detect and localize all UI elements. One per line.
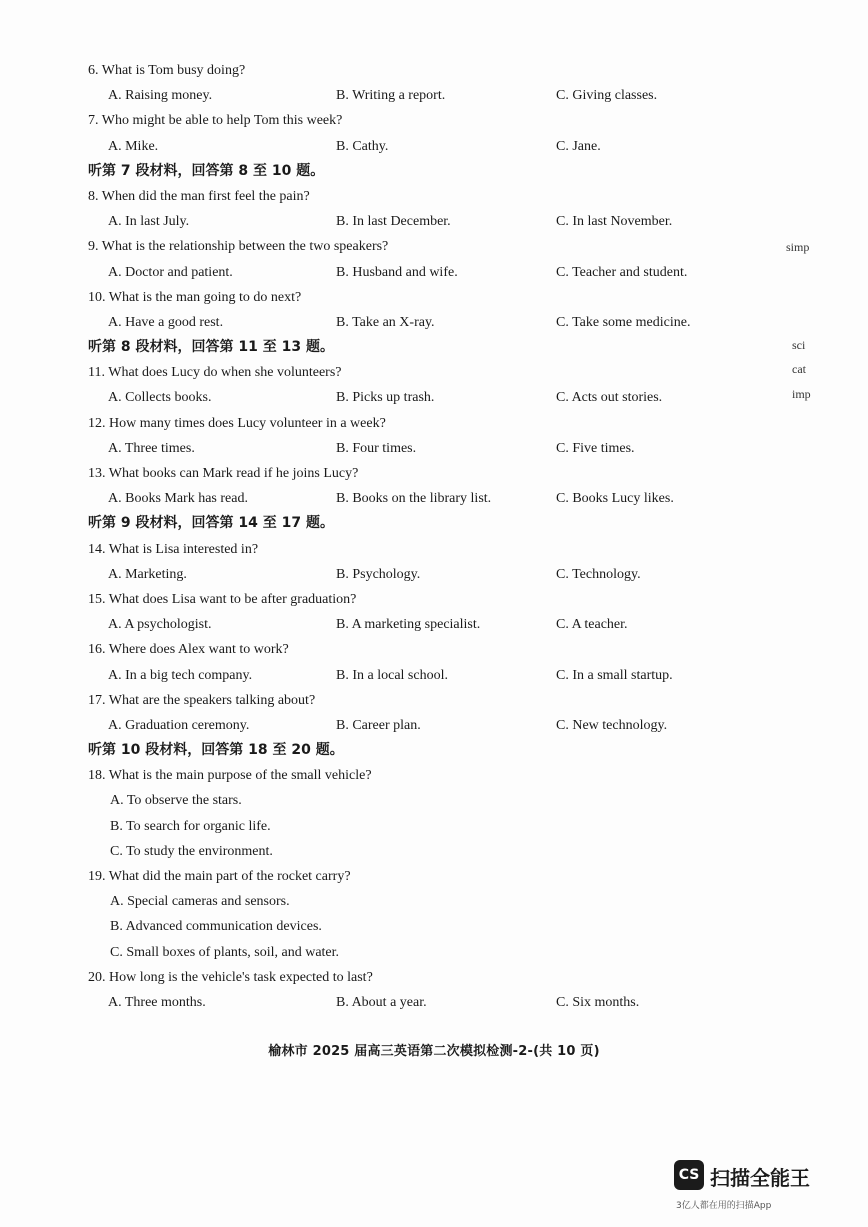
option-a: A. Books Mark has read. [108,491,248,507]
options-12 [88,436,728,461]
option-b: B. Books on the library list. [336,491,492,507]
question-17 [88,688,728,713]
option-18-b-row [88,814,728,839]
option-c: C. Giving classes. [556,88,658,104]
logo-name: 扫描全能王 [710,1166,810,1190]
option-a: A. To observe the stars. [110,793,242,809]
question-12 [88,411,728,436]
question-text: 17. What are the speakers talking about? [88,692,316,708]
option-a: A. Special cameras and sensors. [110,894,290,910]
option-a: A. Doctor and patient. [108,264,233,280]
options-14 [88,562,728,587]
question-text: 19. What did the main part of the rocket carry? [88,869,351,884]
question-text: 9. What is the relationship between the two speakers? [88,239,389,255]
option-c: C. Five times. [556,440,635,456]
question-text: 8. When did the man first feel the pain? [88,188,310,204]
margin-fragment: sci [792,338,806,352]
question-11 [88,360,728,385]
question-text: 6. What is Tom busy doing? [88,63,246,78]
question-text: 11. What does Lucy do when she volunteers? [88,365,342,381]
option-a: A. Three times. [108,440,195,456]
option-19-c-row [88,940,728,965]
option-b: B. Picks up trash. [336,390,435,406]
question-text: 14. What is Lisa interested in? [88,541,259,557]
scanner-watermark [674,1160,824,1220]
question-7 [88,108,728,133]
margin-fragment: imp [792,387,811,401]
options-8 [88,209,728,234]
question-19 [88,864,728,889]
option-b: B. Writing a report. [336,88,446,104]
option-c: C. Books Lucy likes. [556,491,674,507]
section-heading-9 [88,511,728,536]
option-a: A. Raising money. [108,88,213,104]
option-19-a-row [88,889,728,914]
options-11 [88,385,728,410]
option-c: C. In a small startup. [556,667,673,683]
question-13 [88,461,728,486]
question-text: 18. What is the main purpose of the small vehicle? [88,768,372,784]
option-b: B. Husband and wife. [336,264,458,280]
options-7 [88,134,728,159]
question-16 [88,637,728,662]
option-a: A. In a big tech company. [108,667,253,683]
option-a: A. Have a good rest. [108,314,224,330]
logo-tagline: 3亿人都在用的扫描App [676,1201,772,1211]
margin-fragment: simp [786,240,810,254]
option-18-a-row [88,788,728,813]
page-footer: 榆林市 2025 届高三英语第二次模拟检测-2-(共 10 页) [268,1044,600,1059]
option-c: C. Jane. [556,138,601,154]
option-c: C. To study the environment. [110,843,273,859]
question-8 [88,184,728,209]
option-c: C. Take some medicine. [556,314,691,330]
question-text: 12. How many times does Lucy volunteer in a week? [88,415,386,431]
options-10 [88,310,728,335]
section-text: 听第 9 段材料，回答第 14 至 17 题。 [88,515,334,532]
options-17 [88,713,728,738]
question-14 [88,537,728,562]
option-c: C. Technology. [556,566,641,582]
option-c: C. Teacher and student. [556,264,688,280]
question-6 [88,58,728,83]
option-a: A. Mike. [108,138,159,154]
margin-fragment: cat [792,362,806,376]
option-b: B. Take an X-ray. [336,314,435,330]
option-18-c-row [88,839,728,864]
option-b: B. A marketing specialist. [336,617,481,633]
option-a: A. Graduation ceremony. [108,717,250,733]
option-a: A. Three months. [108,994,206,1010]
option-c: C. A teacher. [556,617,628,633]
options-6 [88,83,728,108]
question-text: 13. What books can Mark read if he joins Lucy? [88,466,359,481]
options-20 [88,990,728,1015]
option-b: B. In last December. [336,214,451,230]
option-b: B. About a year. [336,994,427,1010]
question-text: 16. Where does Alex want to work? [88,642,289,658]
option-b: B. To search for organic life. [110,818,271,834]
option-c: C. Small boxes of plants, soil, and water. [110,944,340,960]
question-text: 20. How long is the vehicle's task expected to last? [88,969,373,985]
option-b: B. Career plan. [336,717,421,733]
options-13 [88,486,728,511]
section-heading-7 [88,159,728,184]
question-text: 10. What is the man going to do next? [88,289,302,305]
option-19-b-row [88,914,728,939]
question-20 [88,965,728,990]
cs-logo-icon: CS [674,1160,704,1190]
option-a: A. Marketing. [108,566,187,582]
question-text: 7. Who might be able to help Tom this week? [88,113,343,129]
options-9 [88,260,728,285]
options-16 [88,663,728,688]
option-c: C. Acts out stories. [556,390,663,406]
section-heading-8 [88,335,728,360]
option-c: C. Six months. [556,994,640,1010]
section-heading-10 [88,738,728,763]
option-b: B. In a local school. [336,667,448,683]
question-15 [88,587,728,612]
option-b: B. Advanced communication devices. [110,919,322,935]
option-b: B. Psychology. [336,566,421,582]
option-a: A. A psychologist. [108,617,212,633]
question-9 [88,234,728,259]
option-b: B. Four times. [336,440,417,456]
option-a: A. In last July. [108,214,190,230]
question-18 [88,763,728,788]
options-15 [88,612,728,637]
question-text: 15. What does Lisa want to be after graduation? [88,591,357,607]
option-c: C. In last November. [556,214,673,230]
section-text: 听第 8 段材料，回答第 11 至 13 题。 [88,339,334,356]
section-text: 听第 10 段材料，回答第 18 至 20 题。 [88,742,344,759]
question-10 [88,285,728,310]
option-c: C. New technology. [556,717,668,733]
option-b: B. Cathy. [336,138,389,154]
option-a: A. Collects books. [108,390,212,406]
listening-questions [88,58,728,1015]
section-text: 听第 7 段材料，回答第 8 至 10 题。 [88,162,325,179]
